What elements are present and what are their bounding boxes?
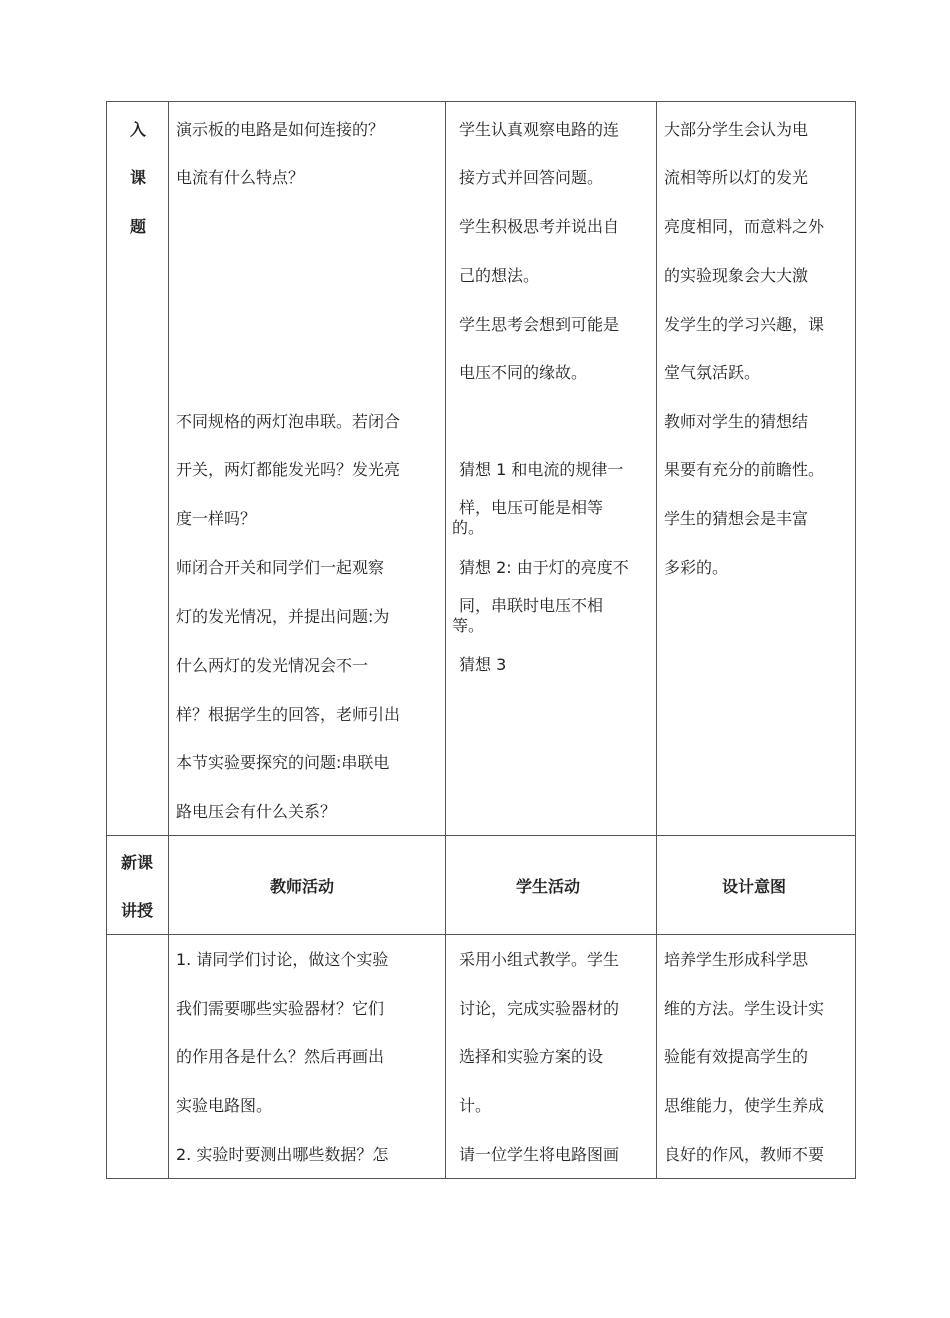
teacher-text-line: 开关，两灯都能发光吗？发光亮 bbox=[176, 460, 401, 479]
design-text-line: 验能有效提高学生的 bbox=[664, 1047, 809, 1066]
column-divider-2 bbox=[445, 101, 446, 1179]
row1-label-char: 入 bbox=[130, 120, 147, 139]
design-text-line: 堂气氛活跃。 bbox=[664, 363, 761, 382]
column-header-teacher: 教师活动 bbox=[270, 877, 335, 896]
teacher-text-line: 的作用各是什么？然后再画出 bbox=[176, 1047, 385, 1066]
student-text-line: 等。 bbox=[452, 616, 485, 635]
table-border-right bbox=[855, 101, 856, 1179]
design-text-line: 亮度相同，而意料之外 bbox=[664, 217, 825, 236]
student-text-line: 样，电压可能是相等 bbox=[459, 498, 604, 517]
student-text-line: 同，串联时电压不相 bbox=[459, 596, 604, 615]
teacher-text-line: 师闭合开关和同学们一起观察 bbox=[176, 558, 385, 577]
teacher-text-line: 电流有什么特点？ bbox=[176, 168, 305, 187]
column-header-student: 学生活动 bbox=[516, 877, 581, 896]
teacher-text-line: 1. 请同学们讨论，做这个实验 bbox=[176, 950, 389, 969]
student-text-line: 学生认真观察电路的连 bbox=[459, 120, 620, 139]
table-border-top bbox=[106, 101, 856, 102]
design-text-line: 教师对学生的猜想结 bbox=[664, 412, 809, 431]
design-text-line: 多彩的。 bbox=[664, 558, 729, 577]
teacher-text-line: 灯的发光情况，并提出问题:为 bbox=[176, 607, 390, 626]
student-text-line: 己的想法。 bbox=[459, 266, 540, 285]
section-label: 新课 bbox=[121, 853, 154, 872]
row1-label-char: 题 bbox=[130, 217, 147, 236]
design-text-line: 培养学生形成科学思 bbox=[664, 950, 809, 969]
student-text-line: 学生思考会想到可能是 bbox=[459, 315, 620, 334]
table-border-left bbox=[106, 101, 107, 1179]
student-text-line: 猜想 1 和电流的规律一 bbox=[459, 460, 624, 479]
teacher-text-line: 不同规格的两灯泡串联。若闭合 bbox=[176, 412, 401, 431]
design-text-line: 维的方法。学生设计实 bbox=[664, 999, 825, 1018]
design-text-line: 思维能力，使学生养成 bbox=[664, 1096, 825, 1115]
student-text-line: 猜想 3 bbox=[459, 655, 507, 674]
design-text-line: 良好的作风，教师不要 bbox=[664, 1145, 825, 1164]
row-divider-2 bbox=[106, 934, 856, 935]
design-text-line: 流相等所以灯的发光 bbox=[664, 168, 809, 187]
student-text-line: 采用小组式教学。学生 bbox=[459, 950, 620, 969]
design-text-line: 学生的猜想会是丰富 bbox=[664, 509, 809, 528]
student-text-line: 学生积极思考并说出自 bbox=[459, 217, 620, 236]
section-label: 讲授 bbox=[121, 901, 154, 920]
design-text-line: 的实验现象会大大激 bbox=[664, 266, 809, 285]
student-text-line: 的。 bbox=[452, 518, 485, 537]
teacher-text-line: 演示板的电路是如何连接的？ bbox=[176, 120, 385, 139]
student-text-line: 讨论，完成实验器材的 bbox=[459, 999, 620, 1018]
student-text-line: 选择和实验方案的设 bbox=[459, 1047, 604, 1066]
table-border-bottom bbox=[106, 1178, 856, 1179]
student-text-line: 接方式并回答问题。 bbox=[459, 168, 604, 187]
teacher-text-line: 2. 实验时要测出哪些数据？怎 bbox=[176, 1145, 389, 1164]
teacher-text-line: 我们需要哪些实验器材？它们 bbox=[176, 999, 385, 1018]
teacher-text-line: 度一样吗？ bbox=[176, 509, 257, 528]
teacher-text-line: 样？根据学生的回答，老师引出 bbox=[176, 705, 401, 724]
student-text-line: 电压不同的缘故。 bbox=[459, 363, 588, 382]
teacher-text-line: 什么两灯的发光情况会不一 bbox=[176, 656, 369, 675]
lesson-plan-table bbox=[106, 101, 856, 1179]
column-divider-3 bbox=[656, 101, 657, 1179]
design-text-line: 大部分学生会认为电 bbox=[664, 120, 809, 139]
row1-label-char: 课 bbox=[130, 168, 147, 187]
student-text-line: 请一位学生将电路图画 bbox=[459, 1145, 620, 1164]
student-text-line: 猜想 2: 由于灯的亮度不 bbox=[459, 558, 629, 577]
design-text-line: 发学生的学习兴趣，课 bbox=[664, 315, 825, 334]
column-header-design: 设计意图 bbox=[722, 877, 787, 896]
teacher-text-line: 本节实验要探究的问题:串联电 bbox=[176, 753, 390, 772]
design-text-line: 果要有充分的前瞻性。 bbox=[664, 460, 825, 479]
teacher-text-line: 路电压会有什么关系？ bbox=[176, 802, 337, 821]
row-divider-1 bbox=[106, 835, 856, 836]
column-divider-1 bbox=[168, 101, 169, 1179]
teacher-text-line: 实验电路图。 bbox=[176, 1096, 273, 1115]
student-text-line: 计。 bbox=[459, 1096, 492, 1115]
